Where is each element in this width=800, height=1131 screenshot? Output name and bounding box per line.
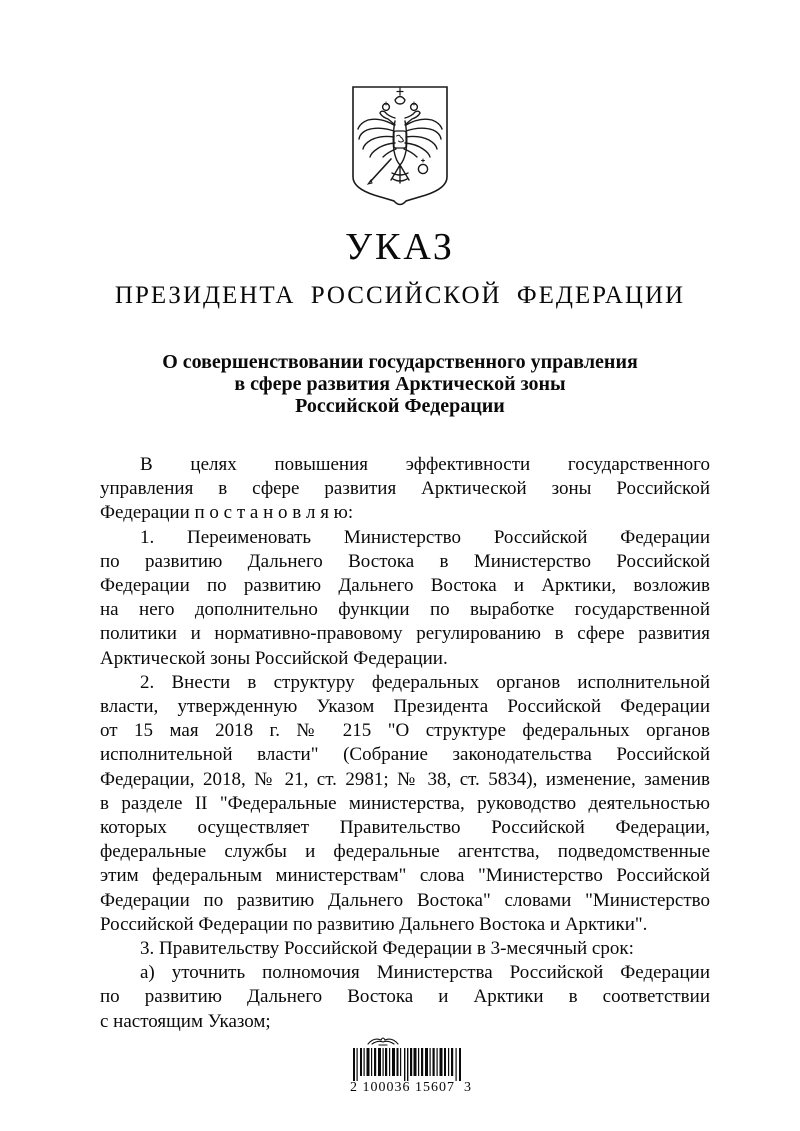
body-line: Федерации п о с т а н о в л я ю: <box>100 502 354 524</box>
body-line: Федерации по развитию Дальнего Востока" словами "Министерство <box>100 889 710 911</box>
body-line: 1. Переименовать Министерство Российской Федерации <box>140 526 710 548</box>
body-line: Федерации по развитию Дальнего Востока и Арктики, возложив <box>100 575 710 597</box>
decree-issuer: ПРЕЗИДЕНТА РОССИЙСКОЙ ФЕДЕРАЦИИ <box>114 282 686 309</box>
barcode <box>350 1034 472 1095</box>
body-line: которых осуществляет Правительство Российской Федерации, <box>100 817 710 839</box>
body-line: по развитию Дальнего Востока в Министерство Российской <box>100 550 710 572</box>
body-line: Федерации, 2018, № 21, ст. 2981; № 38, ст. 5834), изменение, заменив <box>100 768 710 790</box>
paragraph <box>100 961 710 1034</box>
barcode-number: 2 100036 15607 3 <box>350 1080 472 1095</box>
decree-title: УКАЗ <box>345 226 455 268</box>
body-line: на него дополнительно функции по выработке государственной <box>100 599 710 621</box>
body-line: политики и нормативно-правовому регулированию в сфере развития <box>100 623 710 645</box>
body-line: 2. Внести в структуру федеральных органов исполнительной <box>140 671 710 693</box>
body-line: исполнительной власти" (Собрание законодательства Российской <box>100 744 710 766</box>
body-line: по развитию Дальнего Востока и Арктики в соответствии <box>100 986 710 1008</box>
decree-subject-line: Российской Федерации <box>295 395 505 417</box>
body-line: федеральные службы и федеральные агентства, подведомственные <box>100 841 710 863</box>
paragraph <box>100 671 710 937</box>
document-body <box>100 453 710 1034</box>
decree-subject-line: О совершенствовании государственного управления <box>162 351 638 373</box>
paragraph <box>100 453 710 526</box>
body-line: Российской Федерации по развитию Дальнего Востока и Арктики". <box>100 913 648 935</box>
decree-subject-line: в сфере развития Арктической зоны <box>234 373 566 395</box>
body-line: В целях повышения эффективности государственного <box>140 454 710 475</box>
paragraph <box>100 937 710 961</box>
paragraph <box>100 526 710 671</box>
body-line: Арктической зоны Российской Федерации. <box>100 647 448 669</box>
body-line: 3. Правительству Российской Федерации в 3-месячный срок: <box>140 938 634 960</box>
decree-subject-heading <box>0 351 800 417</box>
barcode-bars-icon <box>353 1048 463 1082</box>
body-line: управления в сфере развития Арктической зоны Российской <box>100 478 710 500</box>
body-line: в разделе II "Федеральные министерства, руководство деятельностью <box>100 792 710 814</box>
small-eagle-icon <box>366 1034 400 1047</box>
coat-of-arms-icon <box>350 85 450 207</box>
body-line: а) уточнить полномочия Министерства Российской Федерации <box>140 962 710 984</box>
body-line: этим федеральным министерствам" слова "Министерство Российской <box>100 865 710 887</box>
body-line: власти, утвержденную Указом Президента Российской Федерации <box>100 696 710 718</box>
body-line: от 15 мая 2018 г. № 215 "О структуре федеральных органов <box>100 720 710 742</box>
body-line: с настоящим Указом; <box>100 1010 271 1032</box>
